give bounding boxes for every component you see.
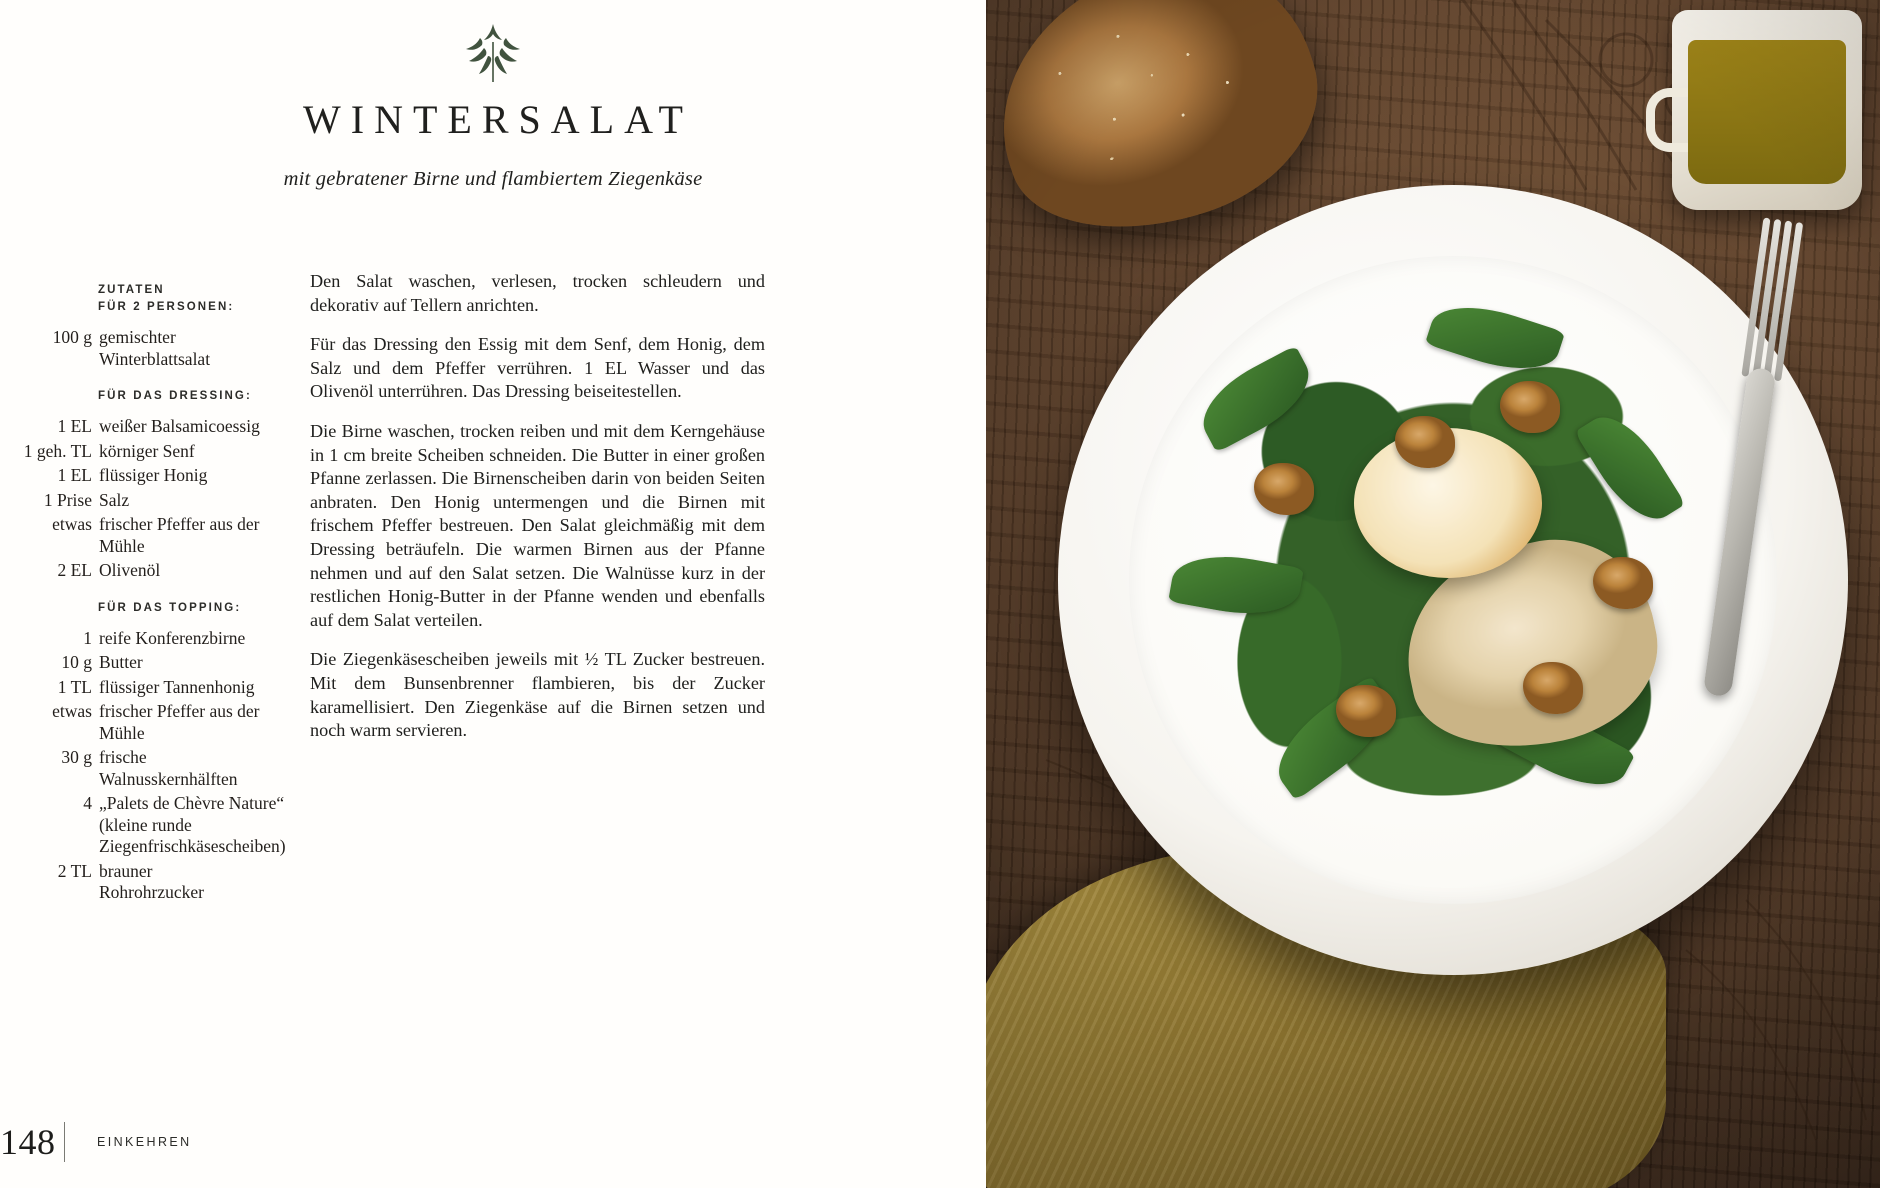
recipe-subtitle: mit gebratener Birne und flambiertem Ziegenkäse: [283, 168, 703, 190]
ingredient-name: Butter: [99, 652, 143, 672]
ingredient-quantity: etwas: [52, 514, 92, 534]
salad-greens: [1161, 288, 1746, 873]
method-paragraph: Die Ziegenkäsescheiben jeweils mit ½ TL Zucker bestreuen. Mit dem Bunsenbrenner flambieren, bis der Zucker karamellisiert. Den Ziegenkäse auf die Birnen setzen und noch warm servieren.: [310, 649, 765, 741]
ingredient-name: frischer Pfeffer aus der Mühle: [99, 514, 260, 556]
ingredient-name: frischer Pfeffer aus der Mühle: [99, 701, 260, 743]
ingredient-item: [20, 677, 260, 699]
ingredient-quantity: 1 geh. TL: [23, 440, 92, 461]
olive-oil: [1688, 40, 1846, 184]
walnut-half: [1254, 463, 1314, 515]
ingredient-item: [20, 652, 260, 674]
ingredient-item: [20, 861, 260, 904]
chapter-name: EINKEHREN: [97, 1135, 192, 1149]
ingredient-quantity: etwas: [52, 701, 92, 721]
method-steps: [310, 270, 765, 759]
ingredient-quantity: 10 g: [61, 652, 92, 672]
ingredient-quantity: 30 g: [61, 747, 92, 767]
ingredient-quantity: 1 EL: [57, 465, 92, 485]
ingredient-item: [20, 628, 260, 650]
ingredient-item: [20, 793, 286, 858]
recipe-title: WINTERSALAT: [303, 97, 693, 142]
dressing-heading: FÜR DAS DRESSING:: [98, 390, 252, 402]
method-paragraph: Die Birne waschen, trocken reiben und mit dem Kerngehäuse in 1 cm breite Scheiben schneiden. Die Butter in einer großen Pfanne zerlassen. Die Birnenscheiben darin von beiden Seiten anbraten. Den Honig untermengen und die Birnen mit frischem Pfeffer bestreuen. Den Salat gleichmäßig mit dem Dressing beträufeln. Die warmen Birnen aus der Pfanne nehmen und auf den Salat setzen. Die Walnüsse kurz in der restlichen Honig-Butter in der Pfanne wenden und ebenfalls auf dem Salat verteilen.: [310, 420, 765, 630]
ingredient-item: [20, 441, 260, 463]
olive-oil-jug: [1672, 10, 1862, 210]
ingredients-heading-line1: ZUTATEN: [98, 284, 165, 296]
page-footer: [0, 1122, 986, 1162]
walnut-half: [1523, 662, 1583, 714]
ingredient-quantity: 1 EL: [57, 416, 92, 436]
ingredient-quantity: 100 g: [52, 327, 92, 347]
ingredient-item: [20, 747, 260, 790]
ingredient-name: körniger Senf: [99, 440, 195, 461]
walnut-half: [1500, 381, 1560, 433]
ingredient-name: gemischter Winterblattsalat: [99, 327, 211, 369]
walnut-half: [1593, 557, 1653, 609]
topping-heading: FÜR DAS TOPPING:: [98, 601, 242, 614]
ingredient-name: reife Konferenzbirne: [99, 627, 246, 648]
ingredient-item: [20, 701, 260, 744]
ingredients-list: [20, 282, 286, 904]
page-number: 148: [0, 1122, 56, 1162]
method-paragraph: Den Salat waschen, verlesen, trocken schleudern und dekorativ auf Tellern anrichten.: [310, 271, 765, 315]
ingredient-name: frische Walnusskernhälften: [99, 747, 238, 789]
ingredient-name: „Palets de Chèvre Nature“ (kleine runde Ziegenfrischkäsescheiben): [99, 793, 286, 856]
ingredient-quantity: 1: [83, 627, 92, 648]
ingredients-heading-line2: FÜR 2 PERSONEN:: [98, 301, 235, 313]
ingredient-item: [20, 490, 260, 512]
ingredient-name: flüssiger Tannenhonig: [99, 676, 255, 697]
salad-leaf: [1168, 546, 1304, 623]
salad-leaf: [1574, 402, 1685, 533]
ingredient-quantity: 4: [83, 793, 92, 813]
ingredient-name: flüssiger Honig: [99, 465, 208, 485]
footer-divider: [64, 1122, 65, 1162]
ingredient-item: [20, 416, 260, 438]
ingredient-name: weißer Balsamicoessig: [99, 416, 260, 436]
ingredients-heading: [98, 282, 260, 316]
leaf-sprig-ornament-icon: [0, 22, 986, 93]
recipe-photo: [986, 0, 1880, 1188]
ingredient-quantity: 2 EL: [57, 560, 92, 580]
ingredient-item: [20, 560, 260, 582]
method-paragraph: Für das Dressing den Essig mit dem Senf, dem Honig, dem Salz und dem Pfeffer verrühren. 1 EL Wasser und das Olivenöl unterrühren. Das Dressing beiseitestellen.: [310, 334, 765, 402]
ingredient-name: Salz: [99, 489, 130, 510]
ingredient-name: Olivenöl: [99, 560, 161, 580]
ingredient-item: [20, 465, 260, 487]
ingredient-name: brauner Rohrohrzucker: [99, 860, 204, 902]
ingredient-item: [20, 514, 260, 557]
ingredient-quantity: 1 Prise: [43, 489, 92, 510]
salad-leaf: [1424, 292, 1564, 384]
ingredient-quantity: 2 TL: [57, 860, 92, 881]
ingredient-item: [20, 327, 260, 370]
ingredient-quantity: 1 TL: [57, 676, 92, 697]
